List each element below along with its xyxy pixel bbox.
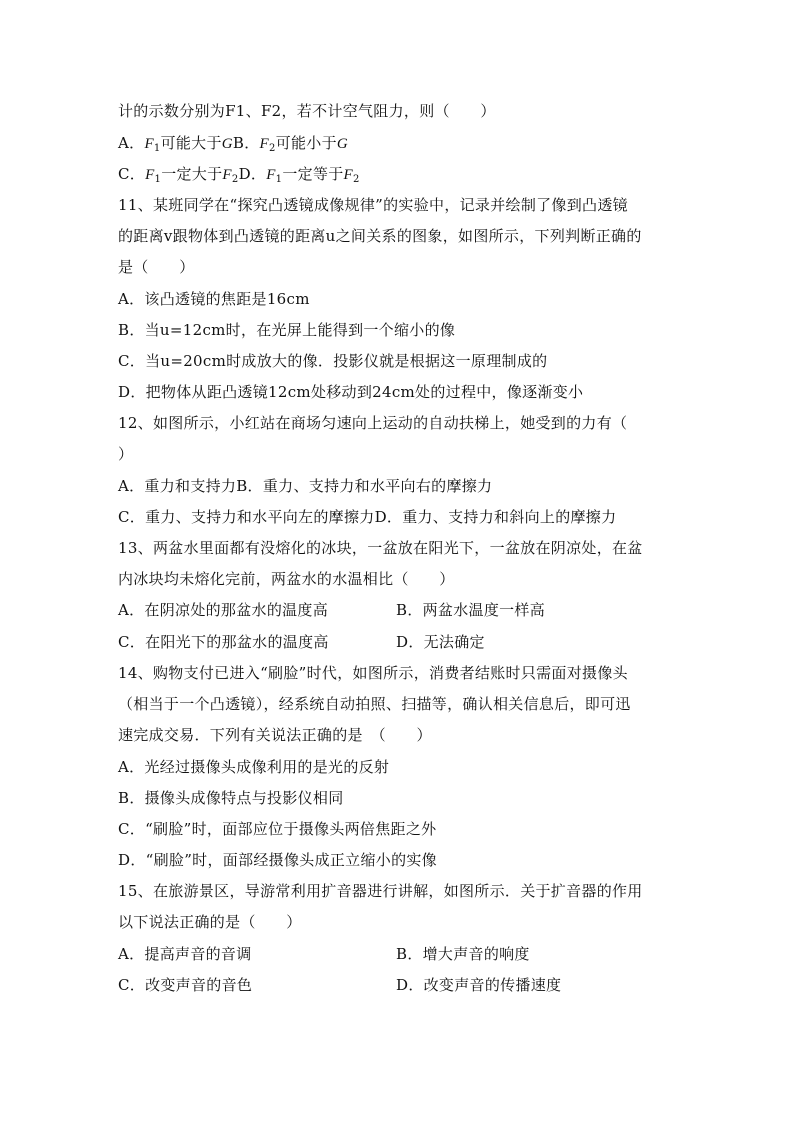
q14-stem-line-1: 14、购物支付已进入“刷脸”时代，如图所示，消费者结账时只需面对摄像头 — [118, 664, 628, 682]
q13-stem-line-1: 13、两盆水里面都有没熔化的冰块，一盆放在阳光下，一盆放在阴凉处，在盆 — [118, 539, 643, 557]
q10-options-ab: A．$F_1$可能大于GB．$F_2$可能小于G — [118, 134, 349, 154]
q12-stem-line-1: 12、如图所示，小红站在商场匀速向上运动的自动扶梯上，她受到的力有（ — [118, 414, 628, 432]
q14-option-d: D．“刷脸”时，面部经摄像头成正立缩小的实像 — [118, 851, 437, 869]
q11-stem-line-1: 11、某班同学在“探究凸透镜成像规律”的实验中，记录并绘制了像到凸透镜 — [118, 196, 628, 214]
q12-options-ab: A．重力和支持力B．重力、支持力和水平向右的摩擦力 — [118, 477, 493, 495]
q14-stem-line-2: （相当于一个凸透镜），经系统自动拍照、扫描等，确认相关信息后，即可迅 — [118, 695, 631, 713]
q14-stem-line-3: 速完成交易．下列有关说法正确的是 （ ） — [118, 726, 432, 744]
q14-option-b: B．摄像头成像特点与投影仪相同 — [118, 789, 344, 807]
q13-option-b: B．两盆水温度一样高 — [396, 601, 546, 619]
q13-stem-line-2: 内冰块均未熔化完前，两盆水的水温相比（ ） — [118, 570, 455, 588]
q15-stem-line-2: 以下说法正确的是（ ） — [118, 913, 302, 931]
q15-option-b: B．增大声音的响度 — [396, 945, 530, 963]
q15-option-d: D．改变声音的传播速度 — [396, 976, 562, 994]
q11-option-d: D．把物体从距凸透镜12cm处移动到24cm处的过程中，像逐渐变小 — [118, 383, 584, 401]
q15-options-cd — [118, 975, 678, 995]
q14-option-a: A．光经过摄像头成像利用的是光的反射 — [118, 758, 390, 776]
q11-option-c: C．当u=20cm时成放大的像．投影仪就是根据这一原理制成的 — [118, 352, 548, 370]
q14-option-c: C．“刷脸”时，面部应位于摄像头两倍焦距之外 — [118, 820, 437, 838]
q11-stem-line-2: 的距离v跟物体到凸透镜的距离u之间关系的图象，如图所示，下列判断正确的 — [118, 227, 642, 245]
q10-options-cd: C．$F_1$一定大于$F_2D$．$F_1$一定等于$F_2$ — [118, 165, 360, 185]
q15-option-c: C．改变声音的音色 — [118, 976, 253, 994]
q15-stem-line-1: 15、在旅游景区，导游常利用扩音器进行讲解，如图所示．关于扩音器的作用 — [118, 882, 643, 900]
q12-stem-line-2: ） — [118, 445, 134, 463]
q13-options-cd — [118, 632, 678, 652]
q12-options-cd: C．重力、支持力和水平向左的摩擦力D．重力、支持力和斜向上的摩擦力 — [118, 508, 617, 526]
q13-option-a: A．在阴凉处的那盆水的温度高 — [118, 601, 329, 619]
q15-options-ab — [118, 944, 678, 964]
q13-option-c: C．在阳光下的那盆水的温度高 — [118, 633, 329, 651]
q13-options-ab — [118, 600, 678, 620]
q13-option-d: D．无法确定 — [396, 633, 485, 651]
q11-stem-line-3: 是（ ） — [118, 258, 195, 276]
q10-stem-line: 计的示数分别为F1、F2，若不计空气阻力，则（ ） — [118, 102, 496, 120]
q11-option-b: B．当u=12cm时，在光屏上能得到一个缩小的像 — [118, 321, 456, 339]
q11-option-a: A．该凸透镜的焦距是16cm — [118, 290, 310, 308]
q15-option-a: A．提高声音的音调 — [118, 945, 252, 963]
